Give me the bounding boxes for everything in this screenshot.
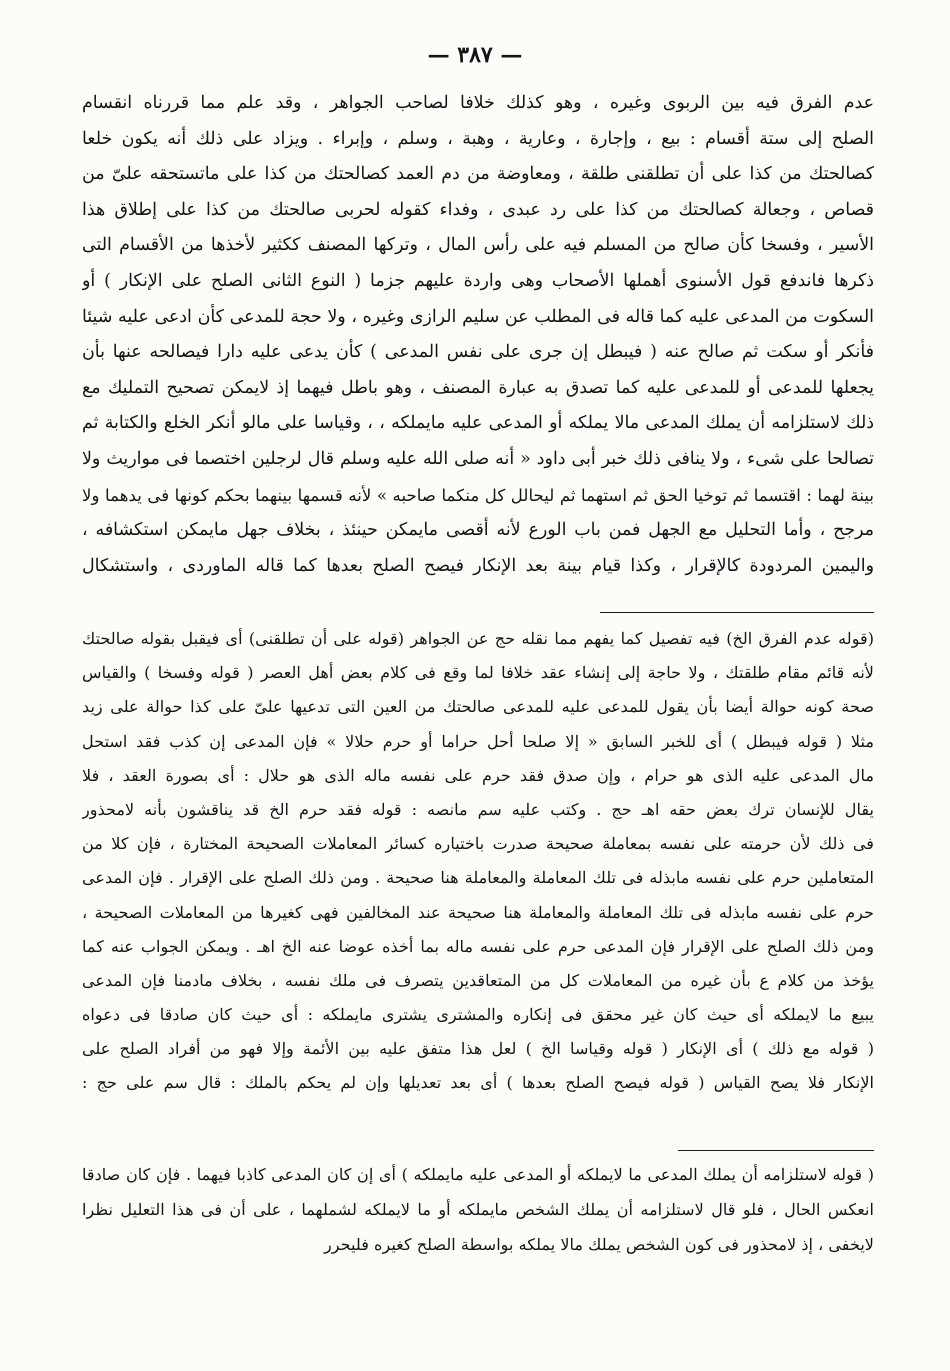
text-line: تصالحا على شىء ، ولا ينافى ذلك خبر أبى داود « أنه صلى الله عليه وسلم قال لرجلين اختصما فى مواريث ولا xyxy=(82,448,874,469)
footnote-line: ( قوله مع ذلك ) أى الإنكار ( قوله وقياسا الخ ) لعل هذا متفق عليه بين الأئمة وإلا فهو من أفراد الصلح على xyxy=(82,1039,874,1059)
footnote-line: فى ذلك لأن حرمته على نفسه بمعاملة صحيحة صدرت باختياره كسائر المعاملات الصحيحة المختارة ، فإن كلا من xyxy=(82,834,874,854)
footnote-line: ومن ذلك الصلح على الإقرار فإن المدعى حرم على نفسه ماله بما أخذه عوضا عنه الخ اهـ . ويمكن الجواب عنه كما xyxy=(82,936,874,956)
footnote-line: صحة كونه حوالة أيضا بأن يقول للمدعى عليه للمدعى صالحتك من العين التى تدعيها علىّ على كذا حوالة على زيد xyxy=(82,697,874,717)
text-line: ذلك لاستلزامه أن يملك المدعى مالا يملكه أو المدعى عليه مايملكه ، ، وقياسا على مالو أنكر الخلع والكتابة ثم xyxy=(82,413,874,434)
main-text xyxy=(82,86,874,584)
footnote-divider-secondary xyxy=(678,1150,874,1151)
text-line: الأسير ، وفسخا كأن صالح من المسلم فيه على رأس المال ، وتركها المصنف ككثير لأخذها من الأقسام التى xyxy=(82,235,874,256)
footnote-line: يبيع ما لايملكه أى حيث كان غير محقق فى إنكاره والمشترى يشترى مايملكه : أى حيث كان صادقا فى دعواه xyxy=(82,1005,874,1025)
text-line: واليمين المردودة كالإقرار ، وكذا قيام بينة بعد الإنكار فيصح الصلح بعدها كما قاله الماوردى ، واستشكال xyxy=(82,555,874,576)
footnote-line: المتعاملين حرم على نفسه مابذله فى تلك المعاملة والمعاملة هنا صحيحة . ومن ذلك الصلح على الإقرار . فإن المدعى xyxy=(82,868,874,888)
text-line: ذكرها فاندفع قول الأسنوى أهملها الأصحاب وهى واردة عليهم جزما ( النوع الثانى الصلح على الإنكار ) أو xyxy=(82,270,874,291)
footnote-line: يؤخذ من كلام ع بأن غيره من المعاملات كل من المتعاقدين يتصرف فى ملك نفسه ، بخلاف مادمنا فإن المدعى xyxy=(82,970,874,990)
footnote-line: ( قوله لاستلزامه أن يملك المدعى ما لايملكه أو المدعى عليه مايملكه ) أى إن كان المدعى كاذبا فيهما . فإن كان صادقا xyxy=(82,1165,874,1184)
footnote-line: لأنه قائم مقام طلقتك ، ولا حاجة إلى إنشاء عقد خلافا لما وقع فى كلام بعض أهل العصر ( قوله وفسخا ) والقياس xyxy=(82,663,874,683)
footnote-divider xyxy=(600,612,874,613)
text-line: كصالحتك من كذا على أن تطلقنى طلقة ، ومعاوضة من دم العمد كصالحتك من كذا على ماتستحقه علىّ من xyxy=(82,164,874,185)
text-line: مرجح ، وأما التحليل مع الجهل فمن باب الورع لأنه أقصى مايمكن حينئذ ، بخلاف جهل مايمكن استكشافه ، xyxy=(82,520,874,541)
text-line: فأنكر أو سكت ثم صالح عنه ( فيبطل إن جرى على نفس المدعى ) كأن يدعى عليه دارا فيصالحه عنها بأن xyxy=(82,342,874,363)
text-line: السكوت من المدعى عليه كما قاله فى المطلب عن سليم الرازى وغيره ، ولا حجة للمدعى كأن ادعى عليه شيئا xyxy=(82,306,874,327)
footnote-line: مال المدعى عليه الذى هو حرام ، وإن صدق فقد حرم على نفسه ماله الذى هو حلال : أى بصورة العقد ، فلا xyxy=(82,765,874,785)
footnote-line: لايخفى ، إذ لامحذور فى كون الشخص يملك مالا يملكه بواسطة الصلح كغيره فليحرر xyxy=(323,1235,874,1254)
text-line: الصلح إلى ستة أقسام : بيع ، وإجارة ، وعارية ، وهبة ، وسلم ، وإبراء . ويزاد على ذلك أنه يكون خلعا xyxy=(82,128,874,149)
text-line: قصاص ، وجعالة كصالحتك من كذا على رد عبدى ، وفداء كقوله لحربى صالحتك من كذا على إطلاق هذا xyxy=(82,199,874,220)
footnote-secondary xyxy=(82,1157,874,1262)
text-line: يجعلها للمدعى أو للمدعى عليه كما تصدق به عبارة المصنف ، وهو باطل فيهما إذ لايمكن تصحيح التمليك مع xyxy=(82,377,874,398)
footnote-line: مثلا ( قوله فيبطل ) أى للخبر السابق « إلا صلحا أحل حراما أو حرم حلالا » فإن المدعى إن كذب فقد استحل xyxy=(82,731,874,751)
footnote-commentary xyxy=(82,622,874,1101)
footnote-line: حرم على نفسه مابذله فى تلك المعاملة والمعاملة هنا صحيحة عند المخالفين فهى كغيرها من المعاملات الصحيحة ، xyxy=(82,902,874,922)
footnote-line: (قوله عدم الفرق الخ) فيه تفصيل كما يفهم مما نقله حج عن الجواهر (قوله على أن تطلقنى) أى فيقبل بقوله صالحتك xyxy=(82,629,874,648)
page-number: — ٣٨٧ — xyxy=(427,42,523,68)
text-line: بينة لهما : اقتسما ثم توخيا الحق ثم استهما ثم ليحالل كل منكما صاحبه » لأنه قسمها بينهما بحكم كونها فى يدهما ولا xyxy=(82,485,874,505)
footnote-line: انعكس الحال ، فلو قال لاستلزامه أن يملك الشخص مايملكه أو ما لايملكه لشملهما ، على أن فى هذا التعليل نظرا xyxy=(82,1200,874,1219)
footnote-line: الإنكار فلا يصح القياس ( قوله فيصح الصلح بعدها ) أى بعد تعديلها وإن لم يحكم بالملك : قال سم على حج : xyxy=(82,1073,874,1093)
footnote-line: يقال للإنسان ترك بعض حقه اهـ حج . وكتب عليه سم مانصه : قوله فقد حرم الخ قد يناقشون بأنه لامحذور xyxy=(82,799,874,819)
text-line: عدم الفرق فيه بين الربوى وغيره ، وهو كذلك خلافا لصاحب الجواهر ، وقد علم مما قررناه انقسام xyxy=(82,93,874,113)
